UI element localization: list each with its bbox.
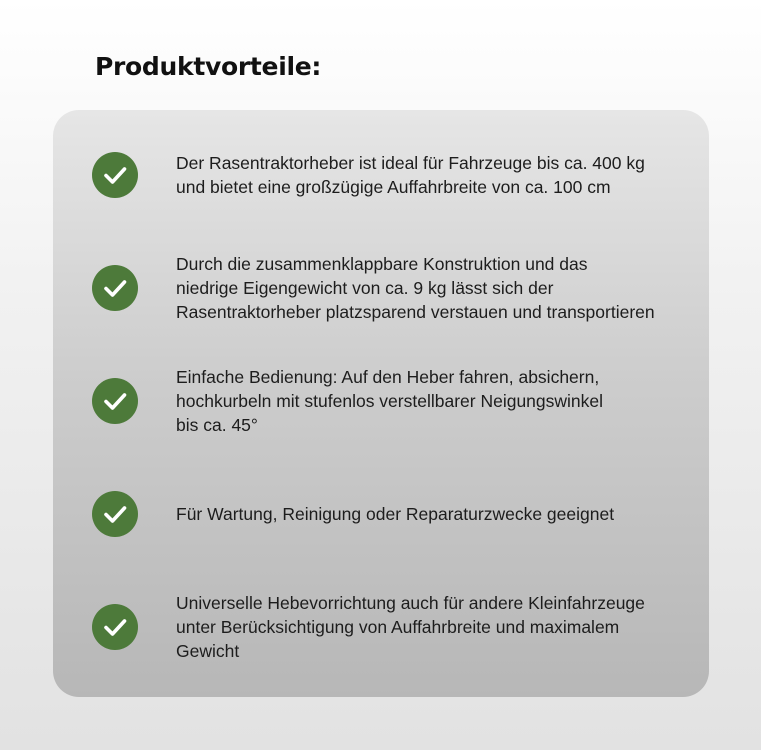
benefit-label: Durch die zusammenklappbare Konstruktion und das niedrige Eigengewicht von ca. 9 kg lässt sich der Rasentraktorheber platzsparend verstauen und transportieren: [176, 254, 655, 322]
benefits-panel: [53, 110, 709, 697]
page-title: Produktvorteile:: [95, 52, 322, 81]
benefit-item: [53, 135, 709, 215]
benefit-text: [176, 361, 701, 441]
benefit-text: [176, 135, 701, 215]
check-circle-icon: [92, 378, 138, 424]
benefit-item: [53, 474, 709, 554]
benefit-label: Für Wartung, Reinigung oder Reparaturzwecke geeignet: [176, 504, 615, 524]
benefit-item: [53, 248, 709, 328]
benefit-text: [176, 474, 701, 554]
benefit-label: Einfache Bedienung: Auf den Heber fahren, absichern, hochkurbeln mit stufenlos verstellbarer Neigungswinkel bis ca. 45°: [176, 367, 604, 435]
benefit-text: [176, 248, 701, 328]
benefit-text: [176, 587, 701, 667]
benefit-item: [53, 361, 709, 441]
benefit-label: Der Rasentraktorheber ist ideal für Fahrzeuge bis ca. 400 kg und bietet eine großzügige Auffahrbreite von ca. 100 cm: [176, 153, 645, 197]
benefit-item: [53, 587, 709, 667]
benefit-label: Universelle Hebevorrichtung auch für andere Kleinfahrzeuge unter Berücksichtigung von Auffahrbreite und maximalem Gewicht: [176, 593, 645, 661]
check-circle-icon: [92, 265, 138, 311]
check-circle-icon: [92, 491, 138, 537]
check-circle-icon: [92, 152, 138, 198]
check-circle-icon: [92, 604, 138, 650]
